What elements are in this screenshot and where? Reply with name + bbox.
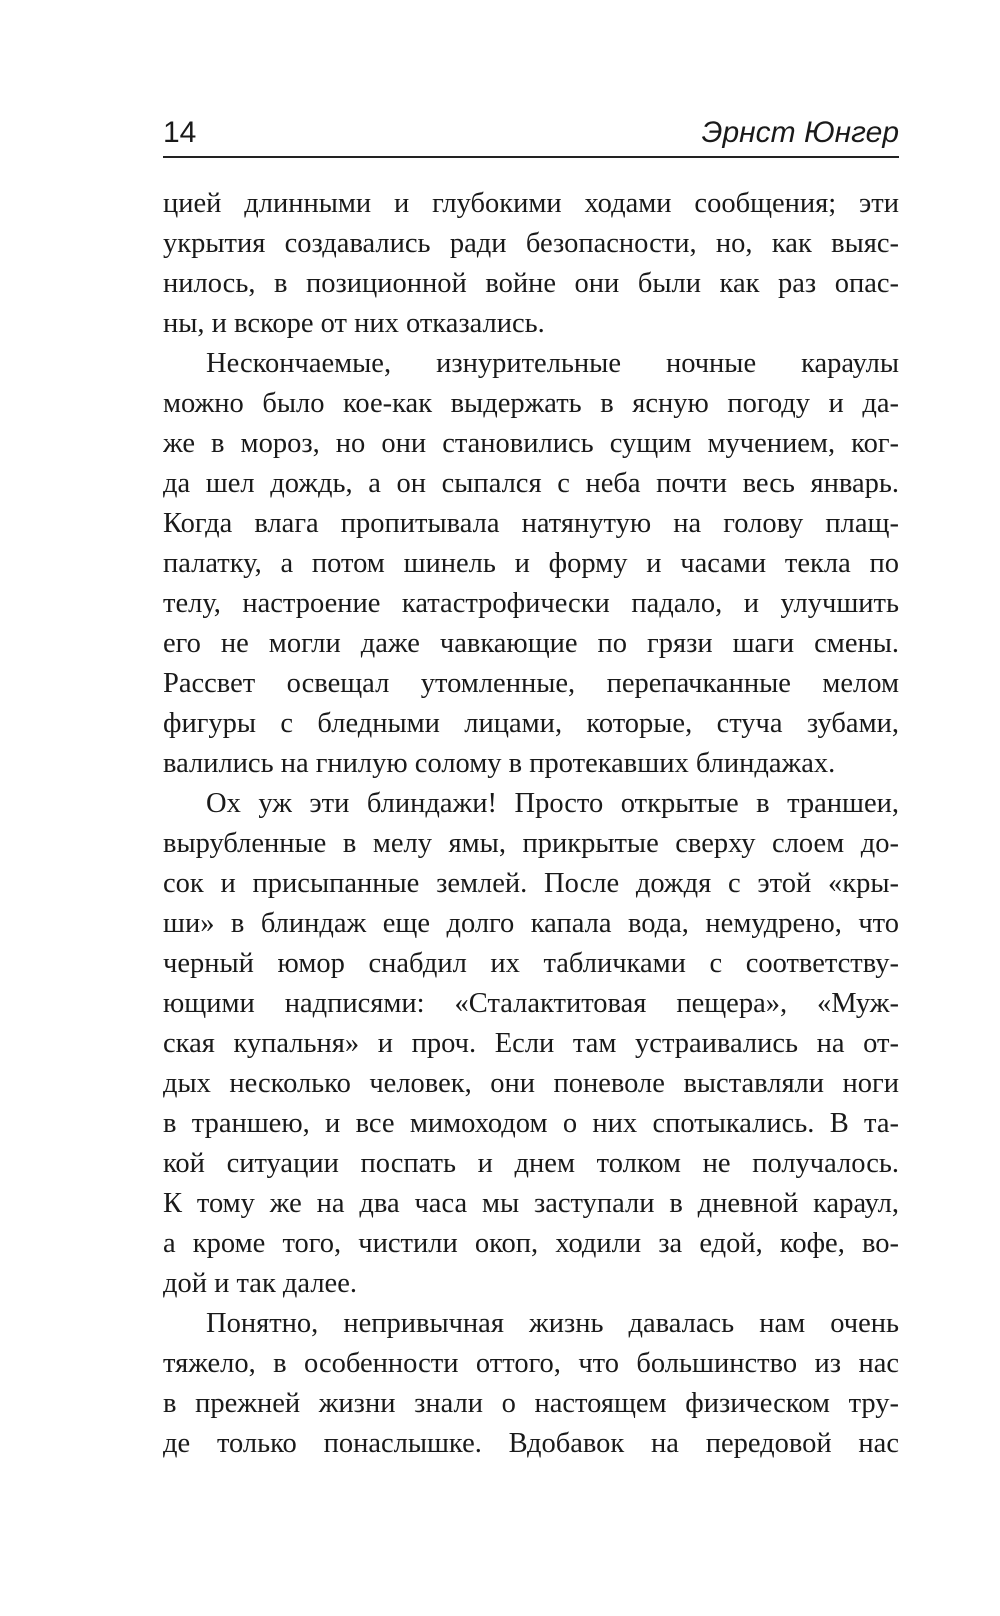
text-line: черный юмор снабдил их табличками с соответству- — [163, 948, 899, 979]
text-line: сок и присыпанные землей. После дождя с этой «кры- — [163, 868, 899, 899]
text-line: Рассвет освещал утомленные, перепачканные мелом — [163, 668, 899, 699]
text-line: палатку, а потом шинель и форму и часами текла по — [163, 548, 899, 579]
page-number: 14 — [163, 116, 197, 149]
running-title: Эрнст Юнгер — [701, 116, 899, 149]
text-line: вырубленные в мелу ямы, прикрытые сверху слоем до- — [163, 828, 899, 859]
text-line: в прежней жизни знали о настоящем физическом тру- — [163, 1388, 899, 1419]
text-line: в траншею, и все мимоходом о них спотыкались. В та- — [163, 1108, 899, 1139]
text-line: Когда влага пропитывала натянутую на голову плащ- — [163, 508, 899, 539]
text-line: Ох уж эти блиндажи! Просто открытые в траншеи, — [206, 788, 899, 819]
text-line: дых несколько человек, они поневоле выставляли ноги — [163, 1068, 899, 1099]
text-line: дой и так далее. — [163, 1268, 357, 1299]
body-text — [163, 184, 899, 1464]
text-line: де только понаслышке. Вдобавок на передовой нас — [163, 1428, 899, 1459]
text-line: фигуры с бледными лицами, которые, стуча зубами, — [163, 708, 899, 739]
text-line: ны, и вскоре от них отказались. — [163, 308, 545, 339]
text-line: Нескончаемые, изнурительные ночные караулы — [206, 348, 899, 379]
text-line: а кроме того, чистили окоп, ходили за едой, кофе, во- — [163, 1228, 899, 1259]
text-line: телу, настроение катастрофически падало, и улучшить — [163, 588, 899, 619]
page-header — [163, 110, 899, 158]
text-line: валились на гнилую солому в протекавших блиндажах. — [163, 748, 836, 779]
text-line: ющими надписями: «Сталактитовая пещера», «Муж- — [163, 988, 899, 1019]
text-line: укрытия создавались ради безопасности, но, как выяс- — [163, 228, 899, 259]
text-line: можно было кое-как выдержать в ясную погоду и да- — [163, 388, 899, 419]
text-line: Понятно, непривычная жизнь давалась нам очень — [206, 1308, 899, 1339]
text-line: тяжело, в особенности оттого, что большинство из нас — [163, 1348, 899, 1379]
text-line: нилось, в позиционной войне они были как раз опас- — [163, 268, 899, 299]
text-line: цией длинными и глубокими ходами сообщения; эти — [163, 188, 899, 219]
text-line: ская купальня» и проч. Если там устраивались на от- — [163, 1028, 899, 1059]
text-line: же в мороз, но они становились сущим мучением, ког- — [163, 428, 899, 459]
text-line: ши» в блиндаж еще долго капала вода, немудрено, что — [163, 908, 899, 939]
text-line: да шел дождь, а он сыпался с неба почти весь январь. — [163, 468, 899, 499]
text-line: К тому же на два часа мы заступали в дневной караул, — [163, 1188, 899, 1219]
text-line: его не могли даже чавкающие по грязи шаги смены. — [163, 628, 899, 659]
text-line: кой ситуации поспать и днем толком не получалось. — [163, 1148, 899, 1179]
